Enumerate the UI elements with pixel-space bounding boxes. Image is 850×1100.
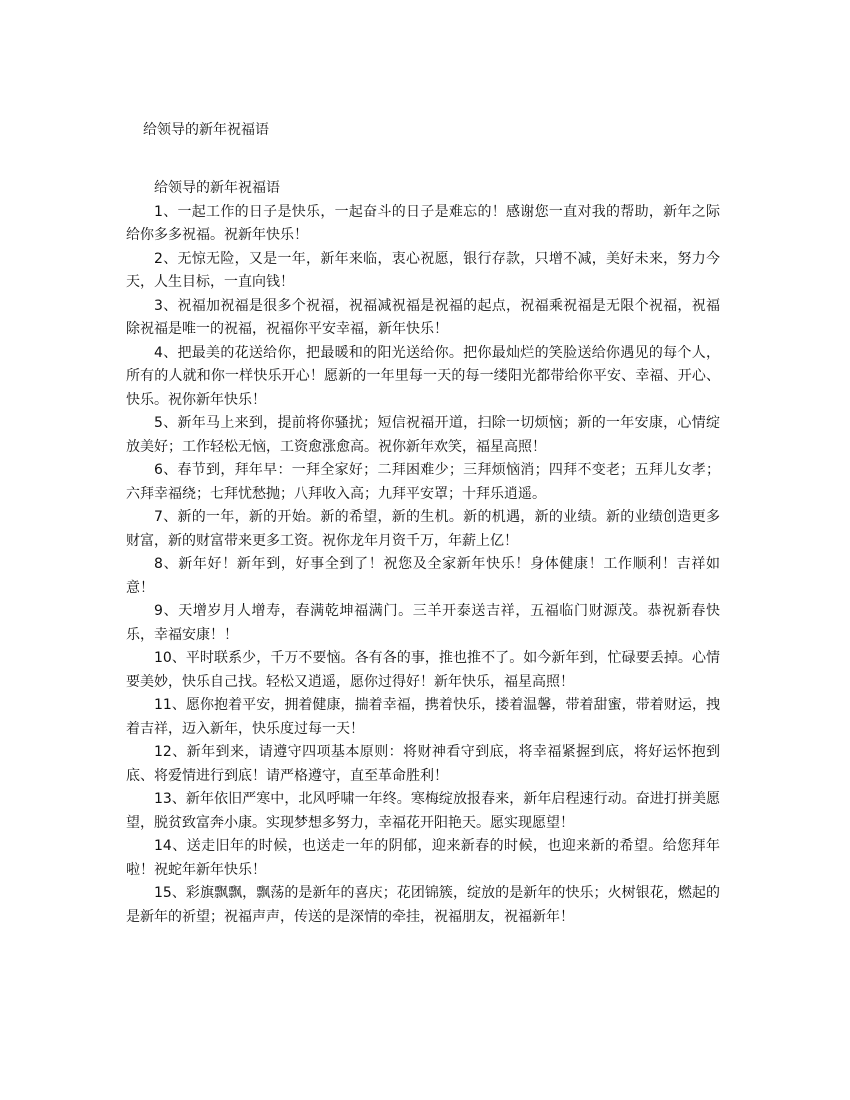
- paragraph-11: 11、愿你抱着平安，拥着健康，揣着幸福，携着快乐，搂着温馨，带着甜蜜，带着财运，拽着吉祥，迈入新年，快乐度过每一天！: [126, 697, 720, 737]
- paragraph-14: 14、送走旧年的时候，也送走一年的阴郁，迎来新春的时候，也迎来新的希望。给您拜年啦！祝蛇年新年快乐！: [126, 838, 720, 878]
- paragraph-15: 15、彩旗飘飘，飘荡的是新年的喜庆；花团锦簇，绽放的是新年的快乐；火树银花，燃起的是新年的祈望；祝福声声，传送的是深情的牵挂，祝福朋友，祝福新年！: [126, 885, 720, 925]
- paragraph-3: 3、祝福加祝福是很多个祝福，祝福减祝福是祝福的起点，祝福乘祝福是无限个祝福，祝福除祝福是唯一的祝福，祝福你平安幸福，新年快乐！: [126, 297, 720, 337]
- paragraph-8: 8、新年好！新年到，好事全到了！祝您及全家新年快乐！身体健康！工作顺利！吉祥如意！: [126, 556, 720, 596]
- paragraph-12: 12、新年到来，请遵守四项基本原则：将财神看守到底，将幸福紧握到底，将好运怀抱到底、将爱情进行到底！请严格遵守，直至革命胜利！: [126, 744, 720, 784]
- paragraph-7: 7、新的一年，新的开始。新的希望，新的生机。新的机遇，新的业绩。新的业绩创造更多财富，新的财富带来更多工资。祝你龙年月资千万，年薪上亿！: [126, 509, 720, 549]
- paragraph-9: 9、天增岁月人增寿，春满乾坤福满门。三羊开泰送吉祥，五福临门财源茂。恭祝新春快乐，幸福安康！！: [126, 603, 720, 643]
- paragraph-1: 1、一起工作的日子是快乐，一起奋斗的日子是难忘的！感谢您一直对我的帮助，新年之际给你多多祝福。祝新年快乐！: [126, 203, 720, 243]
- paragraph-6: 6、春节到，拜年早：一拜全家好；二拜困难少；三拜烦恼消；四拜不变老；五拜儿女孝；六拜幸福绕；七拜忧愁抛；八拜收入高；九拜平安罩；十拜乐逍遥。: [126, 462, 720, 502]
- paragraph-5: 5、新年马上来到，提前将你骚扰；短信祝福开道，扫除一切烦恼；新的一年安康，心情绽放美好；工作轻松无恼，工资愈涨愈高。祝你新年欢笑，福星高照！: [126, 415, 720, 455]
- section-heading: 给领导的新年祝福语: [154, 180, 280, 196]
- paragraph-13: 13、新年依旧严寒中，北风呼啸一年终。寒梅绽放报春来，新年启程速行动。奋进打拼美愿望，脱贫致富奔小康。实现梦想多努力，幸福花开阳艳天。愿实现愿望！: [126, 791, 720, 831]
- document-body: [126, 177, 720, 929]
- document-title: 给领导的新年祝福语: [143, 122, 269, 138]
- paragraph-10: 10、平时联系少，千万不要恼。各有各的事，推也推不了。如今新年到，忙碌要丢掉。心情要美妙，快乐自己找。轻松又逍遥，愿你过得好！新年快乐，福星高照！: [126, 650, 720, 690]
- paragraph-2: 2、无惊无险，又是一年，新年来临，衷心祝愿，银行存款，只增不减，美好未来，努力今天，人生目标，一直向钱！: [126, 250, 720, 290]
- paragraph-4: 4、把最美的花送给你，把最暖和的阳光送给你。把你最灿烂的笑脸送给你遇见的每个人，所有的人就和你一样快乐开心！愿新的一年里每一天的每一缕阳光都带给你平安、幸福、开心、快乐。祝你新年快乐！: [126, 344, 720, 408]
